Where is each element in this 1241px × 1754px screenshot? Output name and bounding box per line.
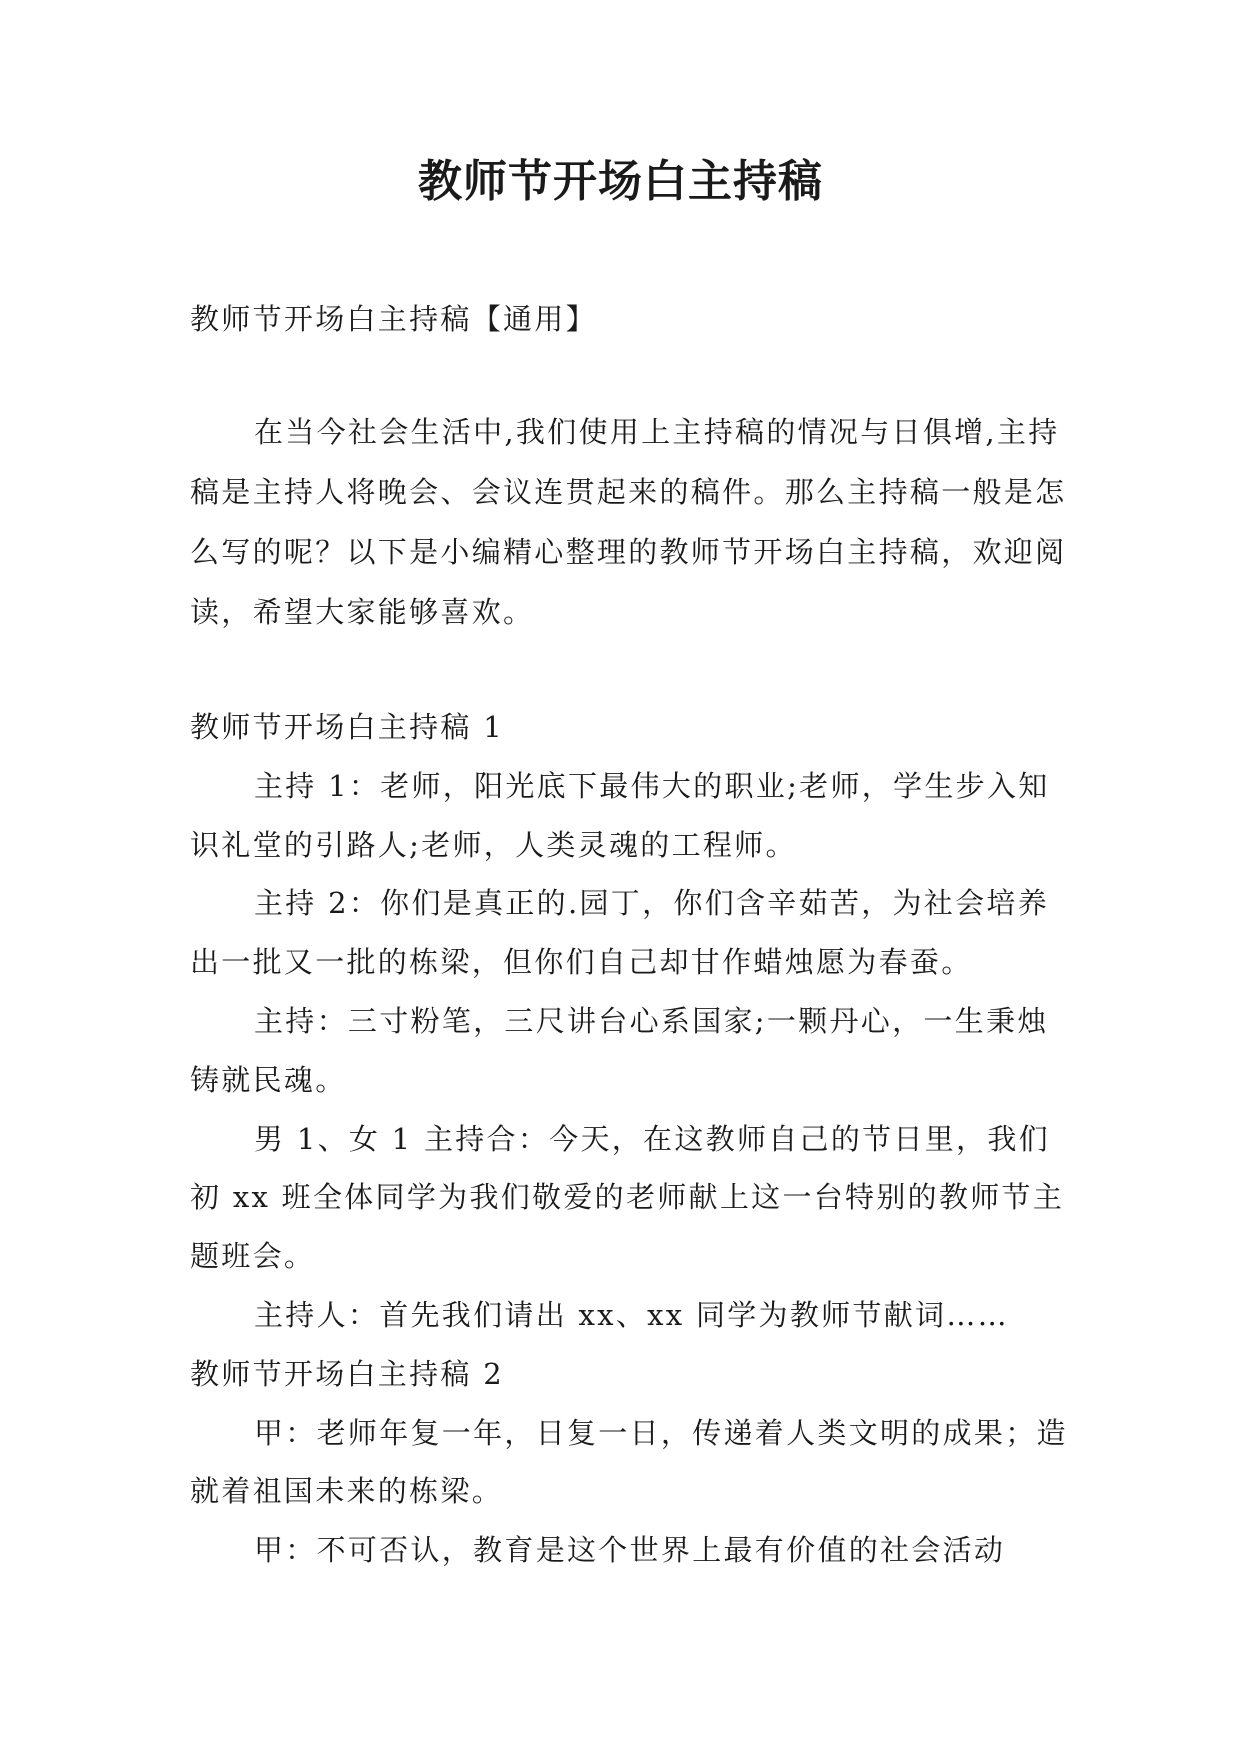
section1-paragraph: 主持 1：老师，阳光底下最伟大的职业;老师，学生步入知识礼堂的引路人;老师，人类灵魂的工程师。 xyxy=(190,768,1050,862)
section1-paragraph: 主持人：首先我们请出 xx、xx 同学为教师节献词…… xyxy=(254,1297,1009,1332)
section-heading-2: 教师节开场白主持稿 2 xyxy=(190,1356,504,1391)
intro-paragraph: 在当今社会生活中,我们使用上主持稿的情况与日俱增,主持稿是主持人将晚会、会议连贯起来的稿件。那么主持稿一般是怎么写的呢？以下是小编精心整理的教师节开场白主持稿，欢迎阅读，希望大家能够喜欢。 xyxy=(190,415,1067,629)
document-body xyxy=(190,698,1070,1580)
document-subtitle: 教师节开场白主持稿【通用】 xyxy=(190,302,597,336)
document-title: 教师节开场白主持稿 xyxy=(418,156,823,207)
section2-paragraph: 甲：不可否认，教育是这个世界上最有价值的社会活动 xyxy=(254,1533,1006,1568)
section2-paragraph: 甲：老师年复一年，日复一日，传递着人类文明的成果；造就着祖国未来的栋梁。 xyxy=(190,1415,1068,1509)
section1-paragraph: 男 1、女 1 主持合：今天，在这教师自己的节日里，我们初 xx 班全体同学为我们敬爱的老师献上这一台特别的教师节主题班会。 xyxy=(190,1121,1065,1274)
section-heading-1: 教师节开场白主持稿 1 xyxy=(190,710,504,744)
section1-paragraph: 主持：三寸粉笔，三尺讲台心系国家;一颗丹心，一生秉烛铸就民魂。 xyxy=(190,1003,1049,1097)
section1-paragraph: 主持 2：你们是真正的.园丁，你们含辛茹苦，为社会培养出一批又一批的栋梁，但你们自己却甘作蜡烛愿为春蚕。 xyxy=(190,886,1049,980)
